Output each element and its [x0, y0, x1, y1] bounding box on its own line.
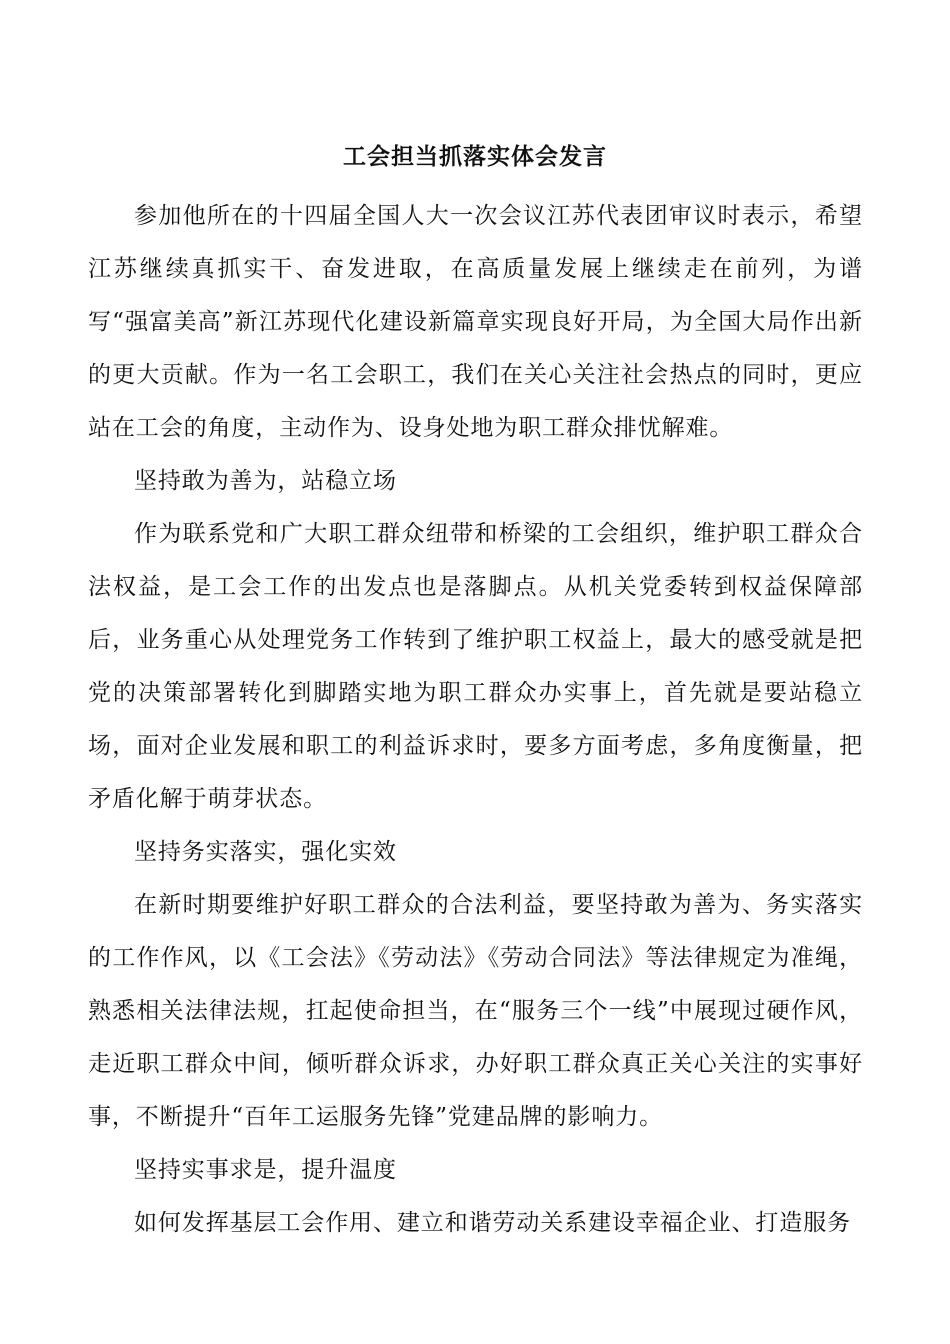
document-title: 工会担当抓落实体会发言: [343, 144, 607, 170]
section-heading-1: 坚持敢为善为，站稳立场: [134, 468, 397, 494]
section-heading-2: 坚持务实落实，强化实效: [134, 839, 397, 865]
paragraph-section-1: 作为联系党和广大职工群众纽带和桥梁的工会组织，维护职工群众合法权益，是工会工作的出发点也是落脚点。从机关党委转到权益保障部后，业务重心从处理党务工作转到了维护职工权益上，最大的感受就是把党的决策部署转化到脚踏实地为职工群众办实事上，首先就是要站稳立场，面对企业发展和职工的利益诉求时，要多方面考虑，多角度衡量，把矛盾化解于萌芽状态。: [88, 521, 863, 812]
paragraph-section-2: 在新时期要维护好职工群众的合法利益，要坚持敢为善为、务实落实的工作作风，以《工会法》《劳动法》《劳动合同法》等法律规定为准绳，熟悉相关法律法规，扛起使命担当，在“服务三个一线”中展现过硬作风，走近职工群众中间，倾听群众诉求，办好职工群众真正关心关注的实事好事，不断提升“百年工运服务先锋”党建品牌的影响力。: [88, 892, 863, 1130]
paragraph-section-3: 如何发挥基层工会作用、建立和谐劳动关系建设幸福企业、打造服务: [134, 1210, 851, 1236]
section-heading-3: 坚持实事求是，提升温度: [134, 1157, 397, 1183]
document-body: [88, 190, 863, 1250]
paragraph-intro: 参加他所在的十四届全国人大一次会议江苏代表团审议时表示，希望江苏继续真抓实干、奋发进取，在高质量发展上继续走在前列，为谱写“强富美高”新江苏现代化建设新篇章实现良好开局，为全国大局作出新的更大贡献。作为一名工会职工，我们在关心关注社会热点的同时，更应站在工会的角度，主动作为、设身处地为职工群众排忧解难。: [88, 203, 863, 441]
